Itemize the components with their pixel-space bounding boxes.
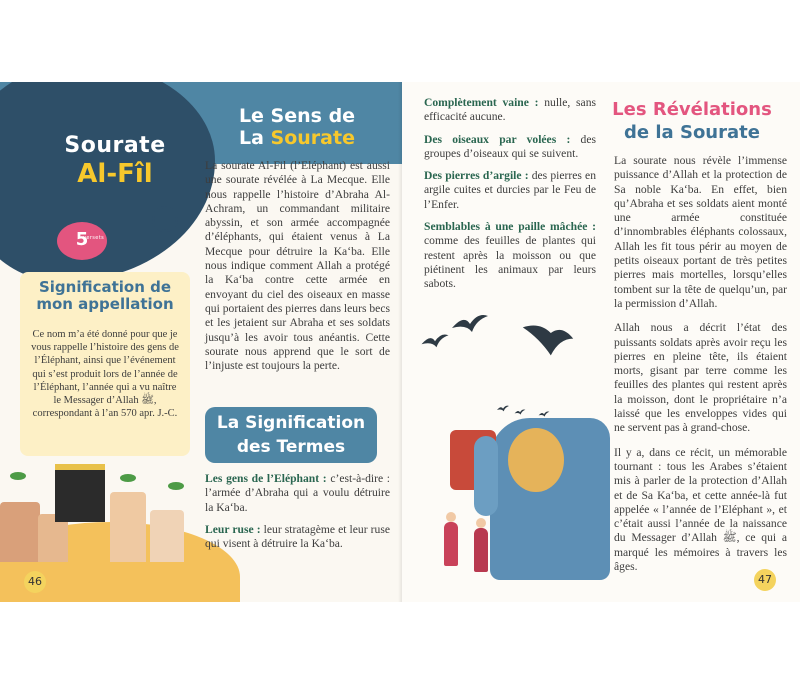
term-word: Des oiseaux par volées :	[424, 132, 571, 146]
verset-word: versets	[83, 235, 105, 241]
appellation-heading: Signification de mon appellation	[36, 278, 174, 314]
term-item	[205, 472, 390, 515]
page-right	[402, 82, 800, 602]
elephant-trunk	[474, 436, 498, 516]
term-definition: nulle, sans efficacité aucune.	[424, 96, 597, 124]
sens-text: La sourate Al-Fil (l’Eléphant) est aussi une sourate révélée à La Mecque. Elle nous rappelle l’histoire d’Abraha Al-Achram, un commandant militaire abyssin, et son armée accompagnée d’éléphants, qui étaient venus à La Mecque pour détruire la Ka‘ba. Elle nous indique comment Allah a protégé la Ka‘ba contre cette armée en envoyant du ciel des oiseaux en masse qui portaient des pierres dans leurs becs et les jetaient sur Abraha et ses soldats jusqu’à les avoir tous anéantis. Cette sourate nous apprend que le sort de l’injuste est toujours la perte.	[205, 159, 390, 373]
paragraph: La sourate nous révèle l’immense puissance d’Allah et la protection de Sa noble Ka‘ba. En effet, bien qu’Abraha et ses soldats aient monté une armée constituée d’innombrables éléphants colossaux, Allah les fit tous périr au moyen de petits oiseaux portant de très petites pierres mais mortelles, lorsqu’elles tombent sur la tête de quelqu’un, par la permission d’Allah.	[614, 154, 787, 310]
building	[150, 510, 184, 562]
palm-icon	[10, 472, 26, 480]
terms-list-right	[424, 96, 596, 300]
bird-icon	[520, 316, 576, 364]
termes-heading-line2: des Termes	[236, 437, 346, 457]
page-number-left: 46	[24, 571, 46, 593]
term-item	[424, 169, 596, 212]
appellation-text: Ce nom m’a été donné pour que je vous rappelle l’histoire des gens de l’Éléphant, ainsi que l’événement qui s’est produit lors de l’année de l’Éléphant, l’année qui a vu naître le Messager d’Allah ﷺ, correspondant à l’an 570 apr. J.-C.	[31, 329, 179, 420]
term-word: Les gens de l’Eléphant :	[205, 472, 327, 485]
bird-icon	[450, 310, 490, 340]
termes-heading-line1: La Signification	[216, 413, 366, 433]
surah-title	[40, 134, 190, 189]
palm-icon	[120, 474, 136, 482]
revelations-heading-line1: Les Révélations	[612, 99, 772, 120]
term-definition: comme des feuilles de plantes qui restent après la moisson ou que piétinent les animaux par leurs sabots.	[424, 234, 596, 291]
bird-icon	[420, 330, 450, 354]
revelations-heading-line2: de la Sourate	[624, 122, 760, 144]
elephant-illustration	[430, 402, 605, 592]
surah-title-line2: Al-Fîl	[77, 159, 153, 190]
palm-icon	[168, 482, 184, 490]
term-word: Semblables à une paille mâchée :	[424, 220, 596, 234]
soldier-figure	[444, 522, 458, 566]
revelations-text	[614, 154, 787, 584]
appellation-box	[20, 272, 190, 456]
term-definition: c’est-à-dire : l’armée d’Abraha qui a voulu détruire la Ka‘ba.	[205, 472, 390, 514]
term-definition: des pierres en argile cuites et durcies par le Feu de l’Enfer.	[424, 169, 597, 211]
term-item	[424, 220, 596, 291]
surah-title-line1: Sourate	[64, 133, 166, 158]
sens-heading-line2a: La	[239, 126, 271, 149]
sens-heading	[222, 106, 372, 150]
soldier-figure	[474, 528, 488, 572]
term-word: Leur ruse :	[205, 522, 261, 536]
building	[110, 492, 146, 562]
elephant-ear	[508, 428, 564, 492]
term-item	[205, 523, 390, 552]
term-word: Complètement vaine :	[424, 96, 539, 109]
kaaba-icon	[55, 464, 105, 522]
paragraph: Allah nous a décrit l’état des puissants soldats après avoir reçu les pierres en pleine tête, ils étaient morts, gisant par terre comme les feuilles des plantes qui restent après la moisson, dont le propriétaire n’a laissé que les enveloppes vides qui ne servent pas à grand-chose.	[614, 321, 787, 435]
paragraph: Il y a, dans ce récit, un mémorable tournant : tous les Arabes s’étaient mis à parler de la protection d’Allah et de Sa Ka‘ba, et cette année-là fut appelée « l’année de l’Eléphant », et c’était aussi l’année de la naissance du Messager d’Allah ﷺ, ce qui a marqué les mémoires à travers les âges.	[614, 445, 787, 574]
terms-list-left	[205, 472, 390, 559]
term-definition: des groupes d’oiseaux qui se suivent.	[424, 132, 596, 160]
termes-heading	[205, 407, 377, 463]
building	[0, 502, 40, 562]
sens-heading-line1: Le Sens de	[238, 105, 356, 127]
page-number-right: 47	[754, 569, 776, 591]
verset-badge	[57, 222, 107, 260]
term-definition: leur stratagème et leur ruse qui visent à détruire la Ka‘ba.	[205, 522, 390, 551]
sens-heading-line2	[222, 128, 372, 150]
verset-count: 5	[75, 229, 89, 250]
term-word: Des pierres d’argile :	[424, 169, 529, 183]
page-left	[0, 82, 402, 602]
term-item	[424, 96, 596, 125]
decorative-ring	[152, 206, 178, 232]
book-spread	[0, 82, 800, 602]
sens-heading-accent: Sourate	[270, 126, 355, 149]
term-item	[424, 133, 596, 162]
revelations-heading	[602, 98, 782, 145]
